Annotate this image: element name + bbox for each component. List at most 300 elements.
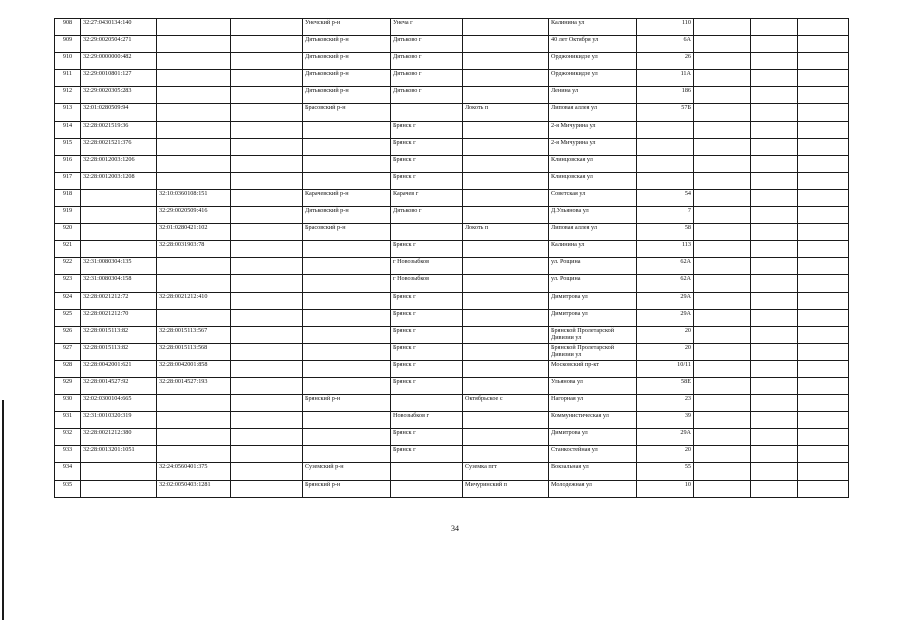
cell-empty xyxy=(694,138,751,155)
cell-row-number: 933 xyxy=(55,446,81,463)
cell-house-number: 10 xyxy=(637,480,694,497)
cell-empty xyxy=(694,326,751,343)
cell-district: Суземский р-н xyxy=(303,463,391,480)
cell-row-number: 932 xyxy=(55,429,81,446)
cell-house-number xyxy=(637,121,694,138)
cell-house-number: 20 xyxy=(637,326,694,343)
cell-district xyxy=(303,446,391,463)
cell-empty xyxy=(231,87,303,104)
cell-house-number: 26 xyxy=(637,53,694,70)
cell-cadastral-number-linked: 32:28:0031903:78 xyxy=(157,241,231,258)
table-row xyxy=(55,224,849,241)
cell-cadastral-number-linked: 32:28:0014527:193 xyxy=(157,377,231,394)
cell-empty xyxy=(798,360,849,377)
cell-empty xyxy=(694,292,751,309)
cell-empty xyxy=(798,155,849,172)
cell-district xyxy=(303,412,391,429)
cell-empty xyxy=(798,463,849,480)
cell-empty xyxy=(694,19,751,36)
cell-empty xyxy=(798,36,849,53)
cell-cadastral-number: 32:28:0015113:82 xyxy=(81,326,157,343)
cell-row-number: 930 xyxy=(55,395,81,412)
cell-settlement xyxy=(463,292,549,309)
cell-empty xyxy=(694,463,751,480)
cell-row-number: 918 xyxy=(55,189,81,206)
cell-street: 2-я Мичурина ул xyxy=(549,121,637,138)
cell-town: Брянск г xyxy=(391,360,463,377)
table-row xyxy=(55,292,849,309)
cell-town: Дятьково г xyxy=(391,87,463,104)
cell-empty xyxy=(231,275,303,292)
cell-empty xyxy=(798,172,849,189)
cell-street: ул. Рощина xyxy=(549,258,637,275)
cell-house-number: 10/11 xyxy=(637,360,694,377)
cell-settlement xyxy=(463,87,549,104)
cell-house-number: 20 xyxy=(637,343,694,360)
cell-cadastral-number-linked: 32:01:0280421:102 xyxy=(157,224,231,241)
cell-empty xyxy=(751,104,798,121)
cell-cadastral-number: 32:27:0430134:140 xyxy=(81,19,157,36)
cell-settlement xyxy=(463,326,549,343)
cell-cadastral-number-linked: 32:29:0020509:416 xyxy=(157,207,231,224)
cell-settlement xyxy=(463,70,549,87)
cell-empty xyxy=(798,309,849,326)
cell-cadastral-number: 32:31:0080304:158 xyxy=(81,275,157,292)
cell-town: Брянск г xyxy=(391,429,463,446)
cell-empty xyxy=(694,309,751,326)
page-number: 34 xyxy=(451,524,459,533)
cell-cadastral-number-linked xyxy=(157,429,231,446)
cell-empty xyxy=(694,480,751,497)
cell-row-number: 910 xyxy=(55,53,81,70)
cell-cadastral-number: 32:28:0012003:1208 xyxy=(81,172,157,189)
cell-cadastral-number: 32:29:0000000:482 xyxy=(81,53,157,70)
cell-street: Димитрова ул xyxy=(549,429,637,446)
cell-district xyxy=(303,292,391,309)
cell-town: Брянск г xyxy=(391,292,463,309)
cell-empty xyxy=(751,19,798,36)
cell-empty xyxy=(694,343,751,360)
cell-empty xyxy=(231,224,303,241)
cell-house-number: 29А xyxy=(637,309,694,326)
cell-house-number: 55 xyxy=(637,463,694,480)
table-row xyxy=(55,326,849,343)
cell-street: 2-я Мичурина ул xyxy=(549,138,637,155)
cell-district xyxy=(303,275,391,292)
cell-empty xyxy=(694,70,751,87)
cell-row-number: 919 xyxy=(55,207,81,224)
cell-town: Дятьково г xyxy=(391,207,463,224)
table-row xyxy=(55,258,849,275)
cell-empty xyxy=(231,70,303,87)
cell-house-number: 62А xyxy=(637,275,694,292)
cell-settlement xyxy=(463,19,549,36)
cell-district xyxy=(303,172,391,189)
cell-cadastral-number-linked: 32:24:0560401:375 xyxy=(157,463,231,480)
cell-empty xyxy=(751,360,798,377)
cell-settlement xyxy=(463,377,549,394)
cell-house-number: 11А xyxy=(637,70,694,87)
cell-empty xyxy=(231,429,303,446)
cell-empty xyxy=(751,172,798,189)
cell-empty xyxy=(751,326,798,343)
cell-town: Дятьково г xyxy=(391,36,463,53)
cell-empty xyxy=(231,326,303,343)
cell-town: Дятьково г xyxy=(391,70,463,87)
cell-empty xyxy=(694,429,751,446)
cell-cadastral-number xyxy=(81,224,157,241)
cell-town: Брянск г xyxy=(391,121,463,138)
cell-cadastral-number xyxy=(81,480,157,497)
cell-cadastral-number-linked: 32:28:0042001:858 xyxy=(157,360,231,377)
cell-cadastral-number: 32:28:0012003:1206 xyxy=(81,155,157,172)
cell-town: Брянск г xyxy=(391,138,463,155)
cell-cadastral-number xyxy=(81,207,157,224)
cell-street: 40 лет Октября ул xyxy=(549,36,637,53)
cell-empty xyxy=(751,53,798,70)
cell-settlement xyxy=(463,429,549,446)
cell-empty xyxy=(231,480,303,497)
cell-district: Дятьковский р-н xyxy=(303,36,391,53)
cell-row-number: 911 xyxy=(55,70,81,87)
cell-row-number: 917 xyxy=(55,172,81,189)
cell-cadastral-number-linked xyxy=(157,395,231,412)
cell-empty xyxy=(751,429,798,446)
cell-district: Дятьковский р-н xyxy=(303,70,391,87)
cell-district xyxy=(303,377,391,394)
cell-town: Брянск г xyxy=(391,326,463,343)
cell-empty xyxy=(694,258,751,275)
cell-town: Брянск г xyxy=(391,343,463,360)
cell-empty xyxy=(231,360,303,377)
cell-cadastral-number-linked: 32:28:0015113:568 xyxy=(157,343,231,360)
cell-district: Брянский р-н xyxy=(303,480,391,497)
cell-district xyxy=(303,241,391,258)
table-row xyxy=(55,155,849,172)
cell-settlement xyxy=(463,241,549,258)
cell-empty xyxy=(751,412,798,429)
cell-row-number: 926 xyxy=(55,326,81,343)
cell-settlement: Мичуринский п xyxy=(463,480,549,497)
cell-house-number: 58Е xyxy=(637,377,694,394)
table-row xyxy=(55,309,849,326)
cell-house-number xyxy=(637,172,694,189)
table-row xyxy=(55,463,849,480)
cell-district: Брасовский р-н xyxy=(303,224,391,241)
cell-cadastral-number-linked xyxy=(157,446,231,463)
table-row xyxy=(55,377,849,394)
cell-cadastral-number-linked xyxy=(157,155,231,172)
cell-cadastral-number-linked xyxy=(157,19,231,36)
cell-row-number: 909 xyxy=(55,36,81,53)
cell-empty xyxy=(231,395,303,412)
cell-settlement xyxy=(463,360,549,377)
cell-empty xyxy=(751,377,798,394)
cell-empty xyxy=(798,87,849,104)
cell-town: Карачев г xyxy=(391,189,463,206)
cell-cadastral-number-linked xyxy=(157,275,231,292)
cell-settlement xyxy=(463,207,549,224)
cell-cadastral-number-linked xyxy=(157,87,231,104)
cell-row-number: 915 xyxy=(55,138,81,155)
cell-house-number: 6А xyxy=(637,36,694,53)
registry-table xyxy=(54,18,849,498)
cell-empty xyxy=(694,104,751,121)
cell-street: Ленина ул xyxy=(549,87,637,104)
cell-house-number: 7 xyxy=(637,207,694,224)
cell-cadastral-number-linked xyxy=(157,104,231,121)
cell-empty xyxy=(231,121,303,138)
cell-street: Брянской Пролетарской Дивизии ул xyxy=(549,326,637,343)
cell-settlement: Локоть п xyxy=(463,104,549,121)
cell-empty xyxy=(694,446,751,463)
cell-empty xyxy=(231,53,303,70)
cell-district: Унечский р-н xyxy=(303,19,391,36)
cell-town xyxy=(391,463,463,480)
cell-empty xyxy=(231,155,303,172)
table-row xyxy=(55,446,849,463)
cell-town: г Новозыбков xyxy=(391,258,463,275)
cell-row-number: 929 xyxy=(55,377,81,394)
cell-district xyxy=(303,138,391,155)
cell-empty xyxy=(798,258,849,275)
cell-house-number: 110 xyxy=(637,19,694,36)
cell-empty xyxy=(798,292,849,309)
cell-town xyxy=(391,480,463,497)
cell-empty xyxy=(798,224,849,241)
cell-row-number: 908 xyxy=(55,19,81,36)
cell-town: Унеча г xyxy=(391,19,463,36)
cell-settlement xyxy=(463,446,549,463)
cell-empty xyxy=(231,207,303,224)
cell-street: Липовая аллея ул xyxy=(549,104,637,121)
cell-empty xyxy=(751,70,798,87)
cell-district xyxy=(303,121,391,138)
cell-cadastral-number-linked xyxy=(157,70,231,87)
cell-house-number: 57Б xyxy=(637,104,694,121)
cell-cadastral-number: 32:28:0021212:70 xyxy=(81,309,157,326)
cell-empty xyxy=(798,446,849,463)
cell-street: Калинина ул xyxy=(549,19,637,36)
cell-cadastral-number: 32:28:0021212:72 xyxy=(81,292,157,309)
table-row xyxy=(55,412,849,429)
cell-district xyxy=(303,429,391,446)
table-row xyxy=(55,207,849,224)
cell-street: Орджоникидзе ул xyxy=(549,53,637,70)
cell-empty xyxy=(751,155,798,172)
cell-empty xyxy=(231,343,303,360)
cell-settlement xyxy=(463,309,549,326)
cell-town: Брянск г xyxy=(391,172,463,189)
cell-settlement xyxy=(463,343,549,360)
cell-empty xyxy=(798,326,849,343)
cell-empty xyxy=(231,412,303,429)
cell-empty xyxy=(751,241,798,258)
cell-empty xyxy=(798,275,849,292)
cell-street: Московский пр-кт xyxy=(549,360,637,377)
cell-street: Советская ул xyxy=(549,189,637,206)
cell-cadastral-number-linked: 32:28:0021212:410 xyxy=(157,292,231,309)
cell-district: Дятьковский р-н xyxy=(303,207,391,224)
cell-street: Димитрова ул xyxy=(549,292,637,309)
registry-body xyxy=(55,19,849,498)
cell-cadastral-number: 32:29:0020305:283 xyxy=(81,87,157,104)
cell-empty xyxy=(751,138,798,155)
cell-district xyxy=(303,309,391,326)
cell-house-number xyxy=(637,138,694,155)
table-row xyxy=(55,429,849,446)
cell-street: Клинцовская ул xyxy=(549,172,637,189)
cell-cadastral-number-linked xyxy=(157,258,231,275)
cell-street: Станкостейная ул xyxy=(549,446,637,463)
cell-cadastral-number: 32:29:0020504:271 xyxy=(81,36,157,53)
cell-cadastral-number: 32:01:0280509:94 xyxy=(81,104,157,121)
table-row xyxy=(55,87,849,104)
cell-district xyxy=(303,258,391,275)
cell-street: Нагорная ул xyxy=(549,395,637,412)
cell-row-number: 916 xyxy=(55,155,81,172)
cell-empty xyxy=(798,121,849,138)
cell-row-number: 912 xyxy=(55,87,81,104)
cell-town xyxy=(391,224,463,241)
cell-empty xyxy=(751,292,798,309)
cell-empty xyxy=(231,377,303,394)
table-row xyxy=(55,104,849,121)
cell-district: Брянский р-н xyxy=(303,395,391,412)
cell-empty xyxy=(694,172,751,189)
cell-row-number: 914 xyxy=(55,121,81,138)
cell-street: ул. Рощина xyxy=(549,275,637,292)
cell-empty xyxy=(694,395,751,412)
cell-empty xyxy=(694,275,751,292)
table-row xyxy=(55,343,849,360)
cell-street: Ульянова ул xyxy=(549,377,637,394)
cell-empty xyxy=(798,104,849,121)
cell-cadastral-number: 32:28:0014527:92 xyxy=(81,377,157,394)
cell-settlement xyxy=(463,121,549,138)
cell-empty xyxy=(694,155,751,172)
cell-street: Брянской Пролетарской Дивизии ул xyxy=(549,343,637,360)
cell-cadastral-number: 32:28:0021519:36 xyxy=(81,121,157,138)
cell-cadastral-number: 32:28:0013201:1051 xyxy=(81,446,157,463)
cell-row-number: 934 xyxy=(55,463,81,480)
cell-district xyxy=(303,155,391,172)
cell-house-number: 23 xyxy=(637,395,694,412)
cell-row-number: 931 xyxy=(55,412,81,429)
cell-empty xyxy=(751,480,798,497)
cell-row-number: 920 xyxy=(55,224,81,241)
table-row xyxy=(55,275,849,292)
cell-empty xyxy=(751,207,798,224)
cell-settlement xyxy=(463,36,549,53)
cell-empty xyxy=(798,480,849,497)
cell-town: Брянск г xyxy=(391,155,463,172)
cell-cadastral-number: 32:02:0300104:665 xyxy=(81,395,157,412)
cell-settlement xyxy=(463,189,549,206)
cell-empty xyxy=(751,189,798,206)
cell-settlement: Суземка пгт xyxy=(463,463,549,480)
cell-district: Карачевский р-н xyxy=(303,189,391,206)
cell-street: Липовая аллея ул xyxy=(549,224,637,241)
cell-street: Калинина ул xyxy=(549,241,637,258)
cell-town: Новозыбков г xyxy=(391,412,463,429)
cell-settlement xyxy=(463,138,549,155)
cell-town: г Новозыбков xyxy=(391,275,463,292)
cell-town xyxy=(391,104,463,121)
cell-empty xyxy=(798,377,849,394)
cell-town: Брянск г xyxy=(391,377,463,394)
cell-empty xyxy=(798,19,849,36)
cell-row-number: 924 xyxy=(55,292,81,309)
cell-street: Орджоникидзе ул xyxy=(549,70,637,87)
cell-house-number xyxy=(637,155,694,172)
cell-cadastral-number: 32:28:0021521:376 xyxy=(81,138,157,155)
cell-row-number: 925 xyxy=(55,309,81,326)
cell-settlement xyxy=(463,172,549,189)
cell-empty xyxy=(751,446,798,463)
table-row xyxy=(55,70,849,87)
cell-house-number: 62А xyxy=(637,258,694,275)
cell-empty xyxy=(231,463,303,480)
cell-settlement xyxy=(463,275,549,292)
cell-cadastral-number: 32:28:0015113:82 xyxy=(81,343,157,360)
cell-empty xyxy=(694,87,751,104)
table-row xyxy=(55,121,849,138)
cell-empty xyxy=(751,343,798,360)
cell-house-number: 113 xyxy=(637,241,694,258)
cell-town: Брянск г xyxy=(391,309,463,326)
cell-cadastral-number-linked xyxy=(157,121,231,138)
cell-empty xyxy=(231,241,303,258)
cell-house-number: 58 xyxy=(637,224,694,241)
cell-cadastral-number-linked xyxy=(157,36,231,53)
cell-empty xyxy=(694,36,751,53)
cell-empty xyxy=(751,275,798,292)
cell-empty xyxy=(694,53,751,70)
table-row xyxy=(55,138,849,155)
cell-street: Молодежная ул xyxy=(549,480,637,497)
cell-empty xyxy=(751,258,798,275)
cell-settlement: Октябрьское с xyxy=(463,395,549,412)
cell-empty xyxy=(798,207,849,224)
cell-cadastral-number: 32:28:0042001:621 xyxy=(81,360,157,377)
cell-cadastral-number-linked xyxy=(157,309,231,326)
cell-empty xyxy=(231,104,303,121)
cell-row-number: 923 xyxy=(55,275,81,292)
cell-cadastral-number xyxy=(81,241,157,258)
cell-empty xyxy=(694,224,751,241)
cell-street: Клинцовская ул xyxy=(549,155,637,172)
cell-empty xyxy=(798,343,849,360)
table-row xyxy=(55,241,849,258)
table-row xyxy=(55,480,849,497)
cell-empty xyxy=(694,377,751,394)
cell-empty xyxy=(231,189,303,206)
table-row xyxy=(55,36,849,53)
cell-cadastral-number-linked xyxy=(157,412,231,429)
cell-row-number: 927 xyxy=(55,343,81,360)
cell-cadastral-number-linked xyxy=(157,172,231,189)
table-row xyxy=(55,53,849,70)
cell-row-number: 922 xyxy=(55,258,81,275)
cell-house-number: 29А xyxy=(637,292,694,309)
cell-house-number: 54 xyxy=(637,189,694,206)
cell-empty xyxy=(798,241,849,258)
cell-empty xyxy=(694,121,751,138)
cell-empty xyxy=(798,70,849,87)
cell-empty xyxy=(751,395,798,412)
table-row xyxy=(55,360,849,377)
